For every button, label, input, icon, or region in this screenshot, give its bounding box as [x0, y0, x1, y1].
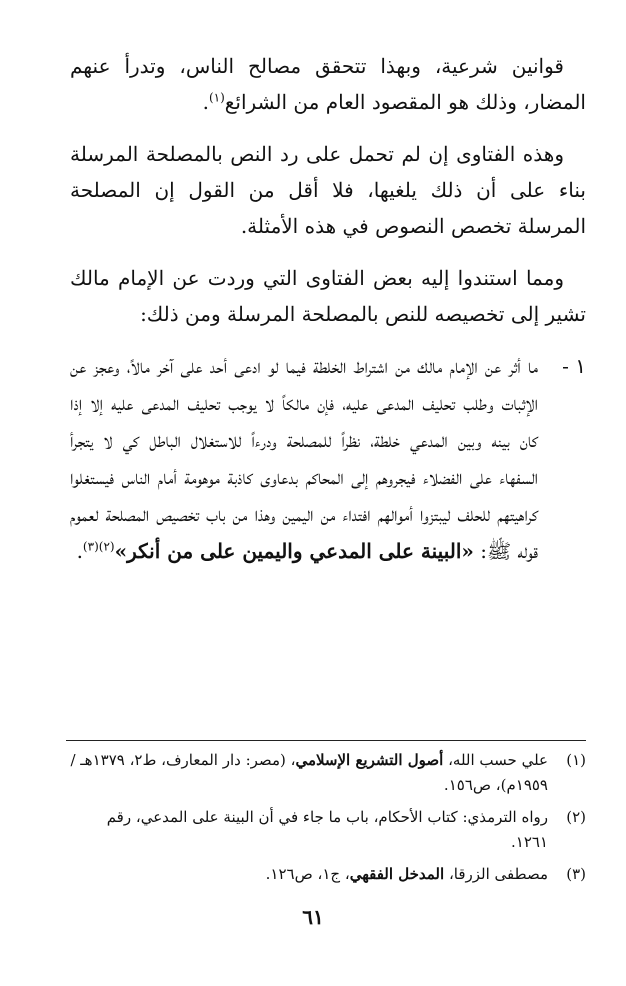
paragraph-2: وهذه الفتاوى إن لم تحمل على رد النص بالمصلحة المرسلة بناء على أن ذلك يلغيها، فلا أقل من القول إن المصلحة المرسلة تخصص النصوص في هذه الأمثلة. — [70, 142, 586, 238]
footnote-text: علي حسب الله، — [443, 751, 548, 769]
list-item-number: ١ - — [562, 354, 586, 378]
footnote-text: مصطفى الزرقا، — [444, 865, 548, 883]
footnote-2 — [66, 805, 586, 855]
footnote-number: (١) — [566, 751, 586, 769]
main-text — [70, 48, 586, 570]
list-item-text: ما أثر عن الإمام مالك من اشتراط الخلطة فيما لو ادعى أحد على آخر مالاً، وعجز عن الإثبات وطلب تحليف المدعى عليه، فإن مالكاً لا يوجب تحليف المدعى عليه إلا إذا كان بينه وبين المدعي خلطة، نظراً للمصلحة ودرءاً للاستغلال الباطل كي لا يتجرأ السفهاء على الفضلاء فيجروهم إلى المحاكم بدعاوى كاذبة موهومة أمام الناس فيستغلوا كراهيتهم للحلف ليبتزوا أموالهم افتداء من اليمين وهذا من باب تخصيص المصلحة لعموم قوله ﷺ: — [70, 354, 538, 563]
paragraph-1-text: قوانين شرعية، وبهذا تتحقق مصالح الناس، وتدرأ عنهم المضار، وذلك هو المقصود العام من الشرائع — [70, 54, 586, 114]
footnote-ref-1: (١) — [208, 90, 225, 105]
paragraph-1-tail: . — [202, 90, 209, 114]
footnotes-section — [66, 740, 586, 887]
footnote-text-after: ، (مصر: دار المعارف، ط٢، ١٣٧٩هـ /١٩٥٩م)، ص١٥٦. — [70, 751, 548, 794]
hadith-quote: «البينة على المدعي واليمين على من أنكر» — [114, 539, 474, 563]
footnote-3 — [66, 862, 586, 887]
footnote-book-title: المدخل الفقهي — [349, 865, 445, 883]
page-number: ٦١ — [302, 905, 324, 929]
list-item-1 — [70, 348, 586, 570]
paragraph-3: ومما استندوا إليه بعض الفتاوى التي وردت عن الإمام مالك تشير إلى تخصيصه للنص بالمصلحة المرسلة ومن ذلك: — [70, 266, 586, 326]
footnote-number: (٣) — [566, 865, 586, 883]
footnote-text: رواه الترمذي: كتاب الأحكام، باب ما جاء في أن البينة على المدعي، رقم ١٢٦١. — [106, 808, 548, 851]
paragraph-1 — [70, 48, 586, 120]
footnote-number: (٢) — [566, 808, 586, 826]
footnote-text-after: ، ج١، ص١٢٦. — [265, 865, 350, 883]
list-item-tail: . — [76, 539, 83, 563]
footnote-book-title: أصول التشريع الإسلامي — [295, 751, 444, 769]
footnote-1 — [66, 748, 586, 798]
footnote-refs-2-3: (٢)(٣) — [82, 539, 115, 554]
